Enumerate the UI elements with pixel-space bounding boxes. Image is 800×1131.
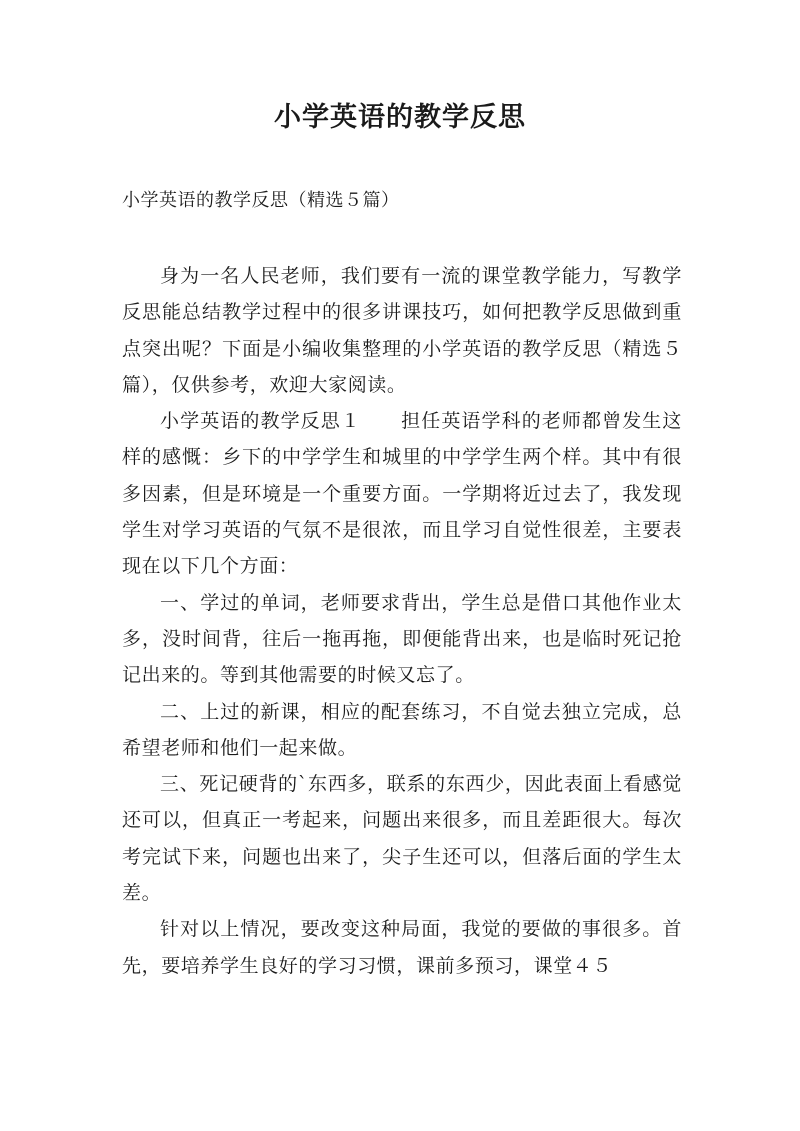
paragraph: 二、上过的新课，相应的配套练习，不自觉去独立完成，总希望老师和他们一起来做。 [122, 700, 682, 759]
document-subtitle: 小学英语的教学反思（精选５篇） [122, 190, 400, 211]
paragraph: 小学英语的教学反思１ 担任英语学科的老师都曾发生这样的感慨：乡下的中学学生和城里的中学学生两个样。其中有很多因素，但是环境是一个重要方面。一学期将近过去了，我发现学生对学习英语的气氛不是很浓，而且学习自觉性很差，主要表现在以下几个方面： [122, 410, 682, 578]
paragraph: 身为一名人民老师，我们要有一流的课堂教学能力，写教学反思能总结教学过程中的很多讲课技巧，如何把教学反思做到重点突出呢？下面是小编收集整理的小学英语的教学反思（精选５篇），仅供参考，欢迎大家阅读。 [122, 265, 682, 396]
document-title: 小学英语的教学反思 [274, 102, 526, 133]
document-body [122, 258, 682, 984]
paragraph: 一、学过的单词，老师要求背出，学生总是借口其他作业太多，没时间背，往后一拖再拖，即便能背出来，也是临时死记抢记出来的。等到其他需要的时候又忘了。 [122, 591, 682, 687]
paragraph: 针对以上情况，要改变这种局面，我觉的要做的事很多。首先，要培养学生良好的学习习惯，课前多预习，课堂４５ [122, 918, 682, 977]
paragraph: 三、死记硬背的`东西多，联系的东西少，因此表面上看感觉还可以，但真正一考起来，问题出来很多，而且差距很大。每次考完试下来，问题也出来了，尖子生还可以，但落后面的学生太差。 [122, 773, 682, 905]
